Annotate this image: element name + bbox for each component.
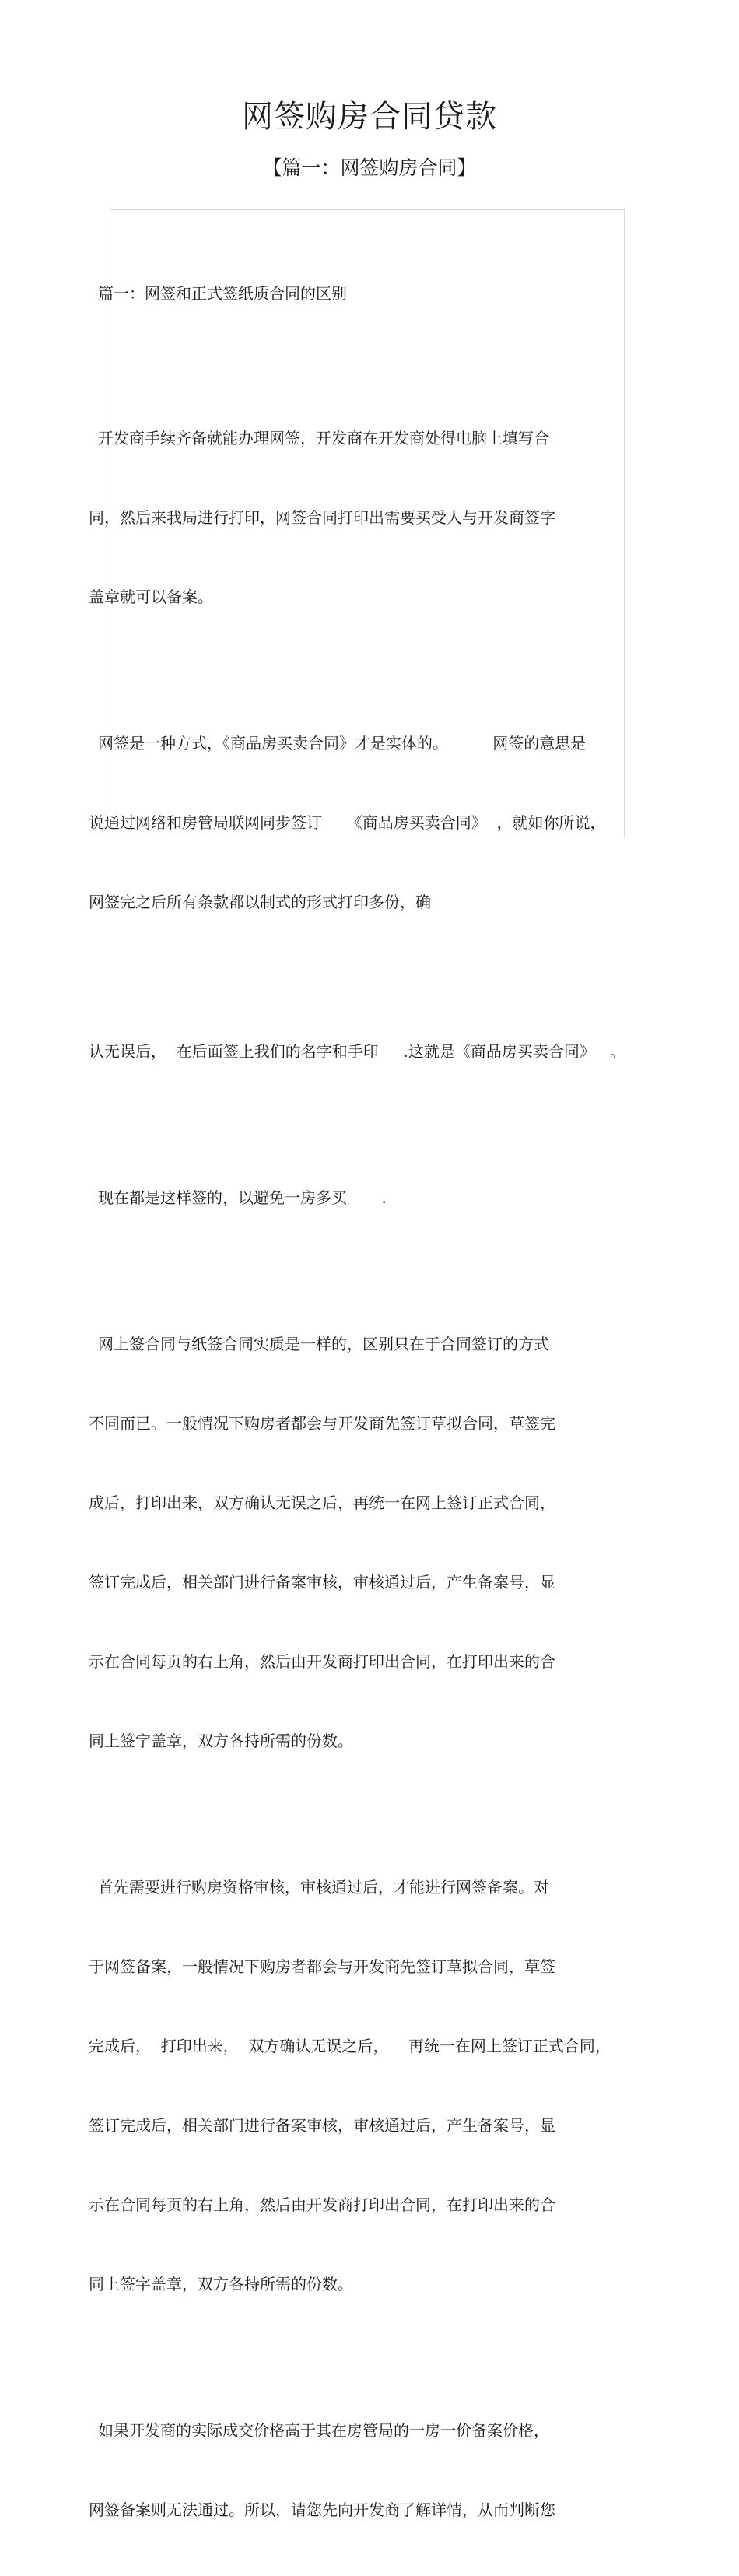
text-line: 网上签合同与纸签合同实质是一样的，区别只在于合同签订的方式	[98, 1335, 549, 1353]
document-body	[89, 227, 649, 2576]
text-line: 盖章就可以备案。	[89, 588, 213, 606]
text-line: 签订完成后，相关部门进行备案审核，审核通过后，产生备案号，显	[89, 2116, 555, 2135]
text-line: 开发商手续齐备就能办理网签，开发商在开发商处得电脑上填写合	[98, 429, 549, 447]
text-line: 签订完成后，相关部门进行备案审核，审核通过后，产生备案号，显	[89, 1573, 555, 1592]
text-line: 完成后， 打印出来， 双方确认无误之后， 再统一在网上签订正式合同，	[89, 2037, 611, 2055]
text-line: 篇一：网签和正式签纸质合同的区别	[98, 284, 347, 303]
document-subtitle: 【篇一：网签购房合同】	[262, 156, 477, 179]
text-line: 同上签字盖章，双方各持所需的份数。	[89, 2275, 353, 2293]
paragraph	[89, 372, 649, 663]
text-line: 说通过网络和房管局联网同步签订 《商品房买卖合同》 ，就如你所说，	[89, 813, 606, 832]
text-line: 同上签字盖章，双方各持所需的份数。	[89, 1732, 353, 1750]
text-line: 示在合同每页的右上角，然后由开发商打印出合同，在打印出来的合	[89, 2195, 555, 2214]
paragraph	[89, 1278, 649, 1807]
text-line: 不同而已。一般情况下购房者都会与开发商先签订草拟合同，草签完	[89, 1414, 555, 1433]
text-line: 示在合同每页的右上角，然后由开发商打印出合同，在打印出来的合	[89, 1652, 555, 1671]
text-line: 成后，打印出来，双方确认无误之后，再统一在网上签订正式合同，	[89, 1493, 555, 1512]
paragraph	[89, 1132, 649, 1264]
text-line: 网签完之后所有条款都以制式的形式打印多份，确	[89, 893, 431, 911]
document-title: 网签购房合同贷款	[242, 99, 497, 135]
paragraph	[89, 985, 649, 1118]
text-line: 同，然后来我局进行打印，网签合同打印出需要买受人与开发商签字	[89, 508, 555, 527]
text-line: 现在都是这样签的，以避免一房多买 .	[98, 1188, 387, 1207]
text-line: 网签是一种方式，《商品房买卖合同》才是实体的。 网签的意思是	[98, 734, 587, 753]
text-line: 网签备案则无法通过。所以，请您先向开发商了解详情，从而判断您	[89, 2501, 555, 2519]
paragraph	[89, 1821, 649, 2350]
text-line: 如果开发商的实际成交价格高于其在房管局的一房一价备案价格，	[98, 2421, 549, 2440]
paragraph	[89, 2364, 649, 2576]
paragraph	[89, 227, 649, 360]
text-line: 于网签备案，一般情况下购房者都会与开发商先签订草拟合同，草签	[89, 1957, 555, 1976]
text-line: 认无误后， 在后面签上我们的名字和手印 .这就是《商品房买卖合同》 。	[89, 1042, 625, 1061]
paragraph	[89, 677, 649, 968]
text-line: 首先需要进行购房资格审核，审核通过后，才能进行网签备案。对	[98, 1878, 549, 1897]
